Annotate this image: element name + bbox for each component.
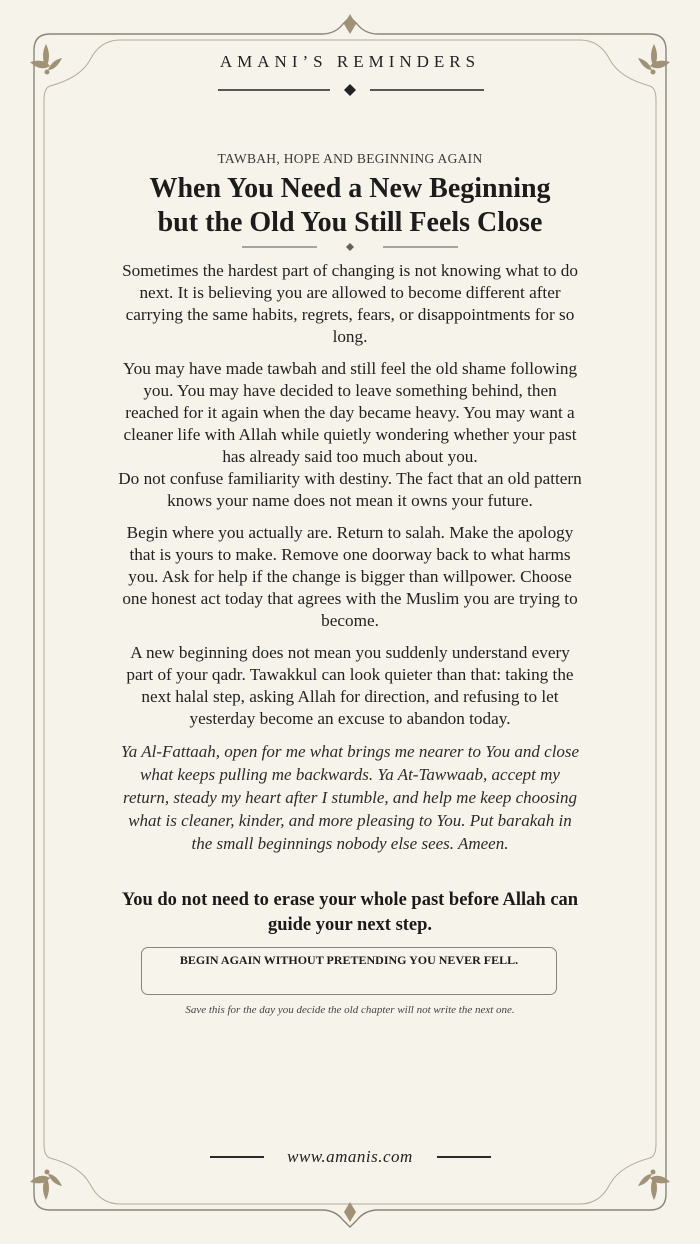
bottom-diamond-ornament — [344, 1202, 356, 1222]
cta-label: BEGIN AGAIN WITHOUT PRETENDING YOU NEVER FELL. — [179, 953, 519, 967]
article-title — [100, 172, 600, 240]
body-paragraph: You may have made tawbah and still feel the old shame following you. You may have decided to leave something behind, then reached for it again when the day became heavy. You may want a cleaner life with Allah while quietly wondering whether your past has already said too much about you. — [122, 359, 578, 466]
fleuron-icon-bottom-right — [638, 1170, 670, 1201]
prayer-text: Ya Al-Fattaah, open for me what brings me nearer to You and close what keeps pulling me backwards. Ya At-Tawwaab, accept my return, steady my heart after I stumble, and help me keep choosing what is cleaner, kinder, and more pleasing to You. Put barakah in the small beginnings nobody else sees. Ameen. — [120, 742, 580, 853]
top-diamond-ornament — [344, 14, 356, 34]
body-paragraph: Do not confuse familiarity with destiny. The fact that an old pattern knows your name does not mean it owns your future. — [118, 469, 582, 510]
title-line-2: but the Old You Still Feels Close — [157, 207, 543, 238]
fleuron-icon-bottom-left — [30, 1170, 62, 1201]
cta-box — [141, 947, 557, 995]
brand-divider — [0, 80, 700, 100]
article-kicker: TAWBAH, HOPE AND BEGINNING AGAIN — [217, 151, 483, 166]
closing-statement: You do not need to erase your whole past before Allah can guide your next step. — [121, 890, 579, 935]
url-divider-right — [437, 1156, 491, 1158]
body-paragraph: Sometimes the hardest part of changing is not knowing what to do next. It is believing you are allowed to become different after carrying the same habits, regrets, fears, or disappointments for so long. — [122, 261, 578, 346]
article-body — [116, 260, 584, 865]
title-line-1: When You Need a New Beginning — [149, 173, 551, 204]
save-note: Save this for the day you decide the old chapter will not write the next one. — [185, 1004, 515, 1016]
website-link[interactable]: www.amanis.com — [287, 1147, 413, 1166]
brand-name: AMANI’S REMINDERS — [219, 52, 481, 71]
body-paragraph: Begin where you actually are. Return to salah. Make the apology that is yours to make. Remove one doorway back to what harms you. Ask for help if the change is bigger than willpower. Choose one honest act today that agrees with the Muslim you are trying to become. — [122, 523, 578, 630]
body-paragraph: A new beginning does not mean you suddenly understand every part of your qadr. Tawakkul can look quieter than that: taking the next halal step, asking Allah for direction, and refusing to let yesterday become an excuse to abandon today. — [126, 643, 574, 728]
title-divider — [0, 238, 700, 256]
